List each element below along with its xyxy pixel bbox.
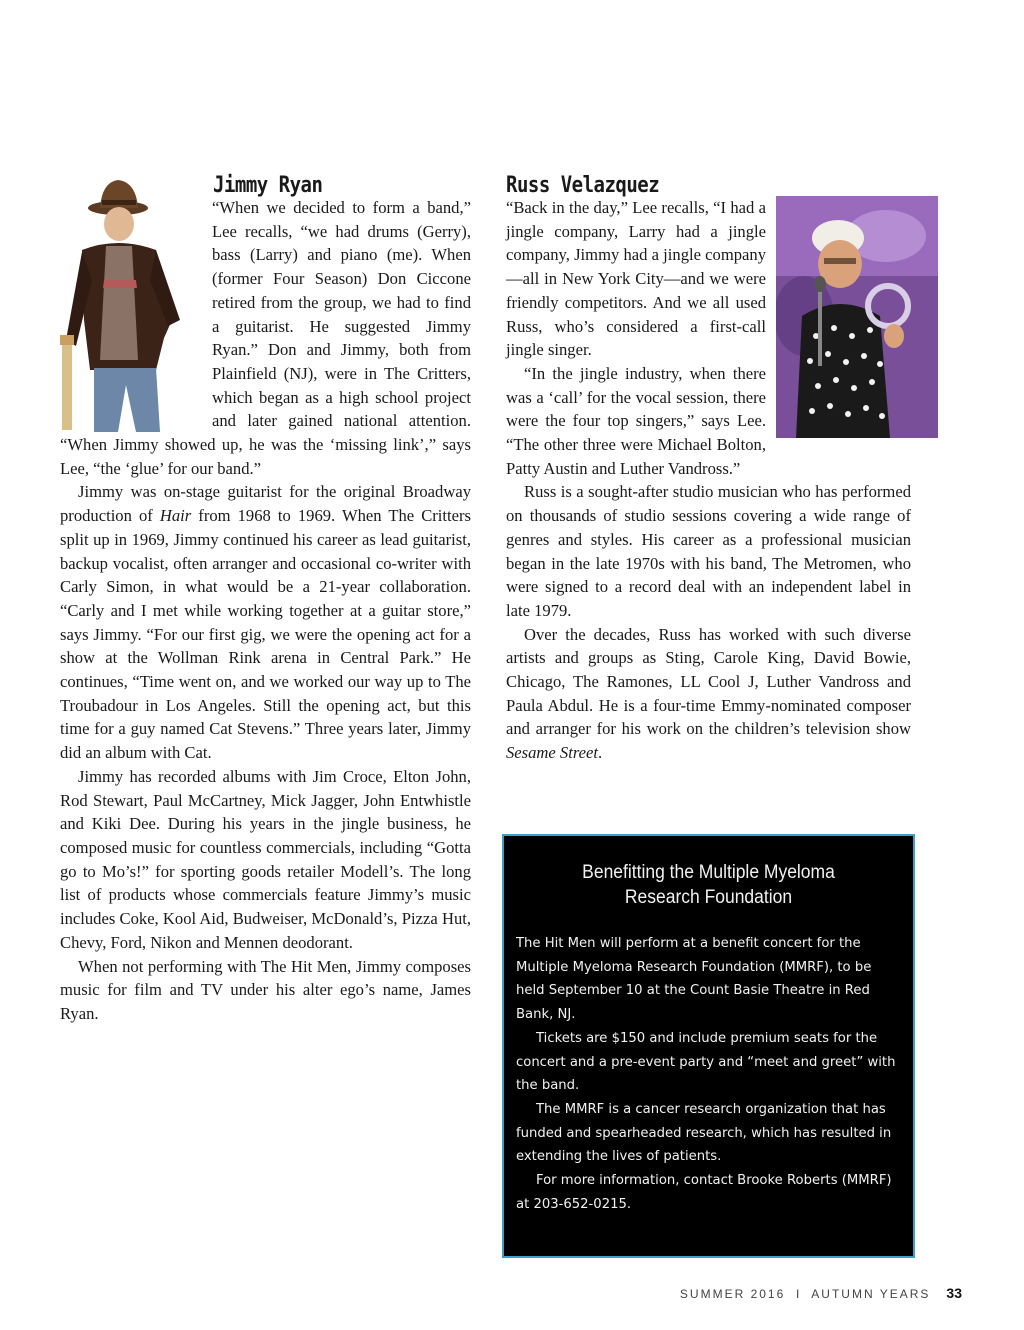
sidebar-paragraph-2: Tickets are $150 and include premium seats for the concert and a pre-event party and “meet and greet” with the band. <box>516 1030 896 1094</box>
footer-issue-label: SUMMER 2016 I AUTUMN YEARS <box>679 1287 931 1301</box>
jimmy-paragraph-2: Jimmy was on-stage guitarist for the original Broadway production of Hair from 1968 to 1969. When The Critters split up in 1969, Jimmy continued his career as lead guitarist, backup vocalist, often arranger and occasional co-writer with Carly Simon, in what would be a 21-year collaboration. “Carly and I met while working together at a guitar store,” says Jimmy. “For our first gig, we were the opening act for a show at the Wollman Rink arena in Central Park.” He continues, “Time went on, and we worked our way up to The Troubadour in Los Angeles. Still the opening act, but this time for a guy named Cat Stevens.” Three years later, Jimmy did an album with Cat. <box>60 482 471 763</box>
page-footer <box>680 1285 962 1301</box>
sidebar-body <box>516 932 899 1216</box>
sidebar-paragraph-3: The MMRF is a cancer research organization that has funded and spearheaded research, which has resulted in extending the lives of patients. <box>516 1101 892 1165</box>
jimmy-paragraph-4: When not performing with The Hit Men, Jimmy composes music for film and TV under his alter ego’s name, James Ryan. <box>60 956 471 1023</box>
jimmy-ryan-photo <box>60 170 202 432</box>
russ-paragraph-2: “In the jingle industry, when there was a ‘call’ for the vocal session, there were the four top singers,” says Lee. “The other three were Michael Bolton, Patty Austin and Luther Vandross.” <box>506 363 766 478</box>
russ-velazquez-photo <box>776 196 938 438</box>
russ-paragraph-1: “Back in the day,” Lee recalls, “I had a jingle company, Larry had a jingle company, Jimmy had a jingle company—all in New York City—and we were friendly competitors. And we all used Russ, who’s considered a first-call jingle singer. <box>506 196 911 362</box>
mmrf-benefit-sidebar <box>502 834 915 1258</box>
jimmy-paragraph-1: “When we decided to form a band,” Lee recalls, “we had drums (Gerry), bass (Larry) and piano (me). When (former Four Season) Don Ciccone retired from the group, we had to find a guitarist. He suggested Jimmy Ryan.” Don and Jimmy, both from Plainfield (NJ), were in The Critters, which began as a high school project and later gained national attention. “When Jimmy showed up, he was the ‘missing link’,” says Lee, “the ‘glue’ for our band.” <box>60 198 471 478</box>
sidebar-paragraph-4: For more information, contact Brooke Roberts (MMRF) at 203-652-0215. <box>516 1173 892 1212</box>
sidebar-paragraph-1: The Hit Men will perform at a benefit concert for the Multiple Myeloma Research Foundation (MMRF), to be held September 10 at the Count Basie Theatre in Red Bank, NJ. <box>516 936 872 1023</box>
russ-paragraph-4: Over the decades, Russ has worked with such diverse artists and groups as Sting, Carole King, David Bowie, Chicago, The Ramones, LL Cool J, Luther Vandross and Paula Abdul. He is a four-time Emmy-nominated composer and arranger for his work on the children’s television show Sesame Street. <box>506 624 911 763</box>
russ-velazquez-heading: Russ Velazquez <box>506 172 660 198</box>
russ-paragraph-3: Russ is a sought-after studio musician who has performed on thousands of studio sessions covering a wide range of genres and styles. His career as a professional musician began in the late 1970s with his band, The Metromen, who were signed to a record deal with an independent label in late 1979. <box>506 482 911 620</box>
page-number: 33 <box>946 1285 962 1301</box>
russ-velazquez-column <box>506 170 911 765</box>
jimmy-ryan-heading: Jimmy Ryan <box>213 172 323 198</box>
sidebar-title: Benefitting the Multiple Myeloma Research Foundation <box>582 862 835 908</box>
jimmy-ryan-column <box>60 170 471 1026</box>
jimmy-paragraph-3: Jimmy has recorded albums with Jim Croce, Elton John, Rod Stewart, Paul McCartney, Mick Jagger, John Entwhistle and Kiki Dee. During his years in the jingle business, he composed music for countless commercials, including “Gotta go to Mo’s!” for sporting goods retailer Modell’s. The long list of products whose commercials feature Jimmy’s music includes Coke, Kool Aid, Budweiser, McDonald’s, Pizza Hut, Chevy, Ford, Nikon and Mennen deodorant. <box>60 766 471 952</box>
